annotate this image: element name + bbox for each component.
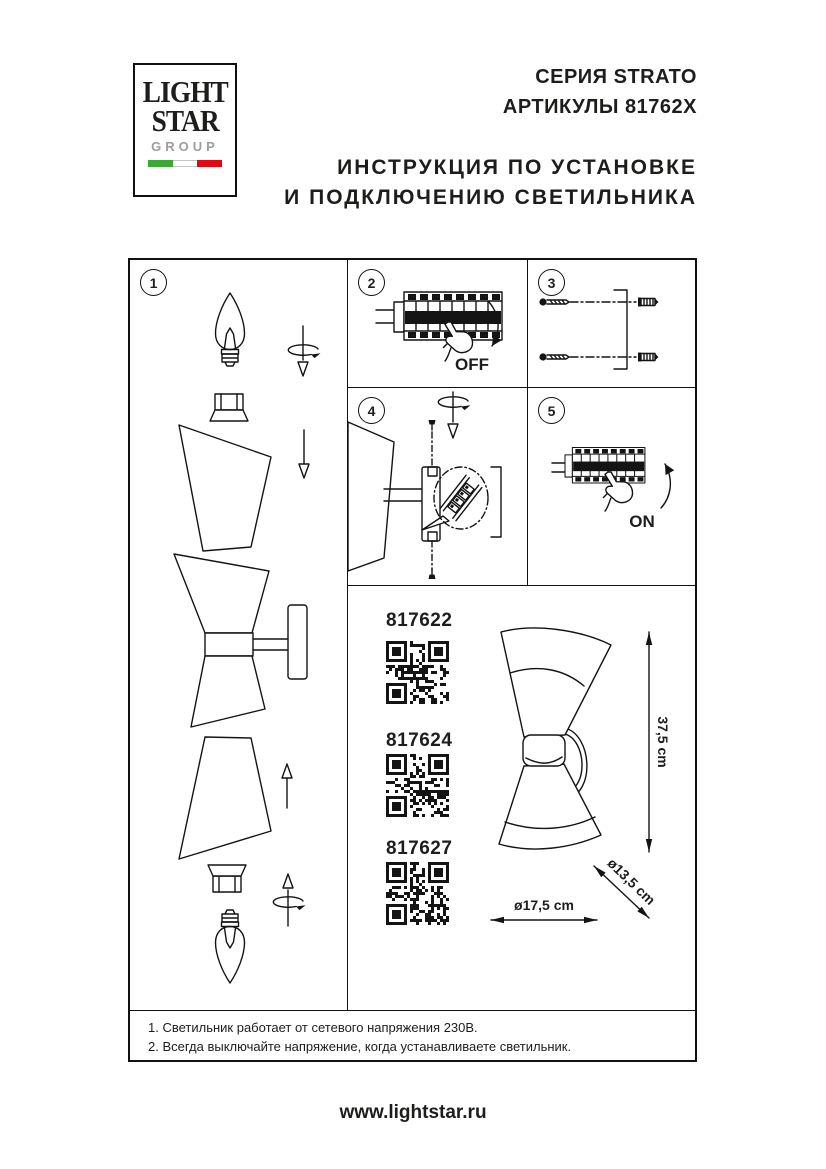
note-line-1: 1. Светильник работает от сетевого напряжения 230В. xyxy=(148,1020,478,1035)
wall-plug-icon xyxy=(638,298,659,307)
article-number: 817627 xyxy=(386,838,453,859)
screw-icon xyxy=(539,353,569,360)
step4-number-badge: 4 xyxy=(358,397,385,424)
step5-panel xyxy=(528,388,695,586)
terminal-block-icon xyxy=(440,475,482,520)
socket-icon-inverted xyxy=(208,865,246,892)
title-block xyxy=(284,62,697,213)
rotate-up-icon xyxy=(273,874,305,926)
lamp-shade-partial xyxy=(348,422,394,571)
up-arrow-icon xyxy=(282,764,292,808)
bottom-diameter-dimension xyxy=(491,897,597,920)
step1-panel xyxy=(130,260,348,1010)
qr-code xyxy=(386,641,449,704)
on-label: ON xyxy=(629,512,655,531)
screw-icon xyxy=(429,569,436,579)
note-line-2: 2. Всегда выключайте напряжение, когда устанавливаете светильник. xyxy=(148,1039,572,1054)
detail-bracket-icon xyxy=(491,467,501,537)
step1-assembly-diagram xyxy=(130,260,346,1008)
logo-word-star: STAR xyxy=(151,102,219,138)
article-number: 817622 xyxy=(386,610,453,631)
bulb-icon-inverted xyxy=(216,910,245,983)
qr-code xyxy=(386,862,449,925)
step5-number-badge: 5 xyxy=(538,397,565,424)
screw-icon xyxy=(539,298,569,305)
qr-code xyxy=(386,754,449,817)
circuit-breaker-icon xyxy=(394,292,502,340)
notes-section xyxy=(130,1010,695,1060)
turn-on-arrow-icon xyxy=(661,464,670,508)
instruction-title-line2: И ПОДКЛЮЧЕНИЮ СВЕТИЛЬНИКА xyxy=(284,186,697,209)
wall-plug-icon xyxy=(638,353,659,362)
series-label: СЕРИЯ STRATO xyxy=(535,66,697,88)
product-panel xyxy=(348,586,695,1010)
lamp-body xyxy=(174,554,307,727)
circuit-breaker-icon xyxy=(565,447,645,483)
rotate-down-icon xyxy=(438,392,470,438)
top-diameter-dimension xyxy=(594,855,659,918)
step3-number-badge: 3 xyxy=(538,269,565,296)
instruction-table xyxy=(128,258,697,1062)
article-number: 817624 xyxy=(386,730,453,751)
website-url: www.lightstar.ru xyxy=(339,1102,487,1123)
height-dimension xyxy=(649,632,671,852)
bulb-icon xyxy=(216,293,245,366)
step2-number-badge: 2 xyxy=(358,269,385,296)
step2-panel xyxy=(348,260,528,388)
height-dimension-label: 37,5 cm xyxy=(655,716,671,768)
step3-panel xyxy=(528,260,695,388)
italian-flag-stripe xyxy=(148,160,222,167)
step1-number-badge: 1 xyxy=(140,269,167,296)
lower-shade xyxy=(179,737,271,859)
bottom-diameter-label: ø17,5 cm xyxy=(514,897,574,913)
screw-icon xyxy=(429,420,436,430)
logo-word-light: LIGHT xyxy=(142,74,228,109)
off-label: OFF xyxy=(455,355,489,374)
rotate-down-icon xyxy=(288,326,320,376)
down-arrow-icon xyxy=(299,430,309,478)
wall-lamp-drawing xyxy=(499,628,611,849)
instruction-title-line1: ИНСТРУКЦИЯ ПО УСТАНОВКЕ xyxy=(337,156,697,179)
top-diameter-label: ø13,5 cm xyxy=(604,854,659,908)
socket-icon xyxy=(210,394,248,421)
logo-word-group: GROUP xyxy=(151,139,219,155)
lightstar-logo xyxy=(133,63,237,197)
mounting-plate xyxy=(422,467,440,541)
step4-panel xyxy=(348,388,528,586)
articles-label: АРТИКУЛЫ 81762X xyxy=(502,96,697,118)
upper-shade xyxy=(179,425,271,551)
